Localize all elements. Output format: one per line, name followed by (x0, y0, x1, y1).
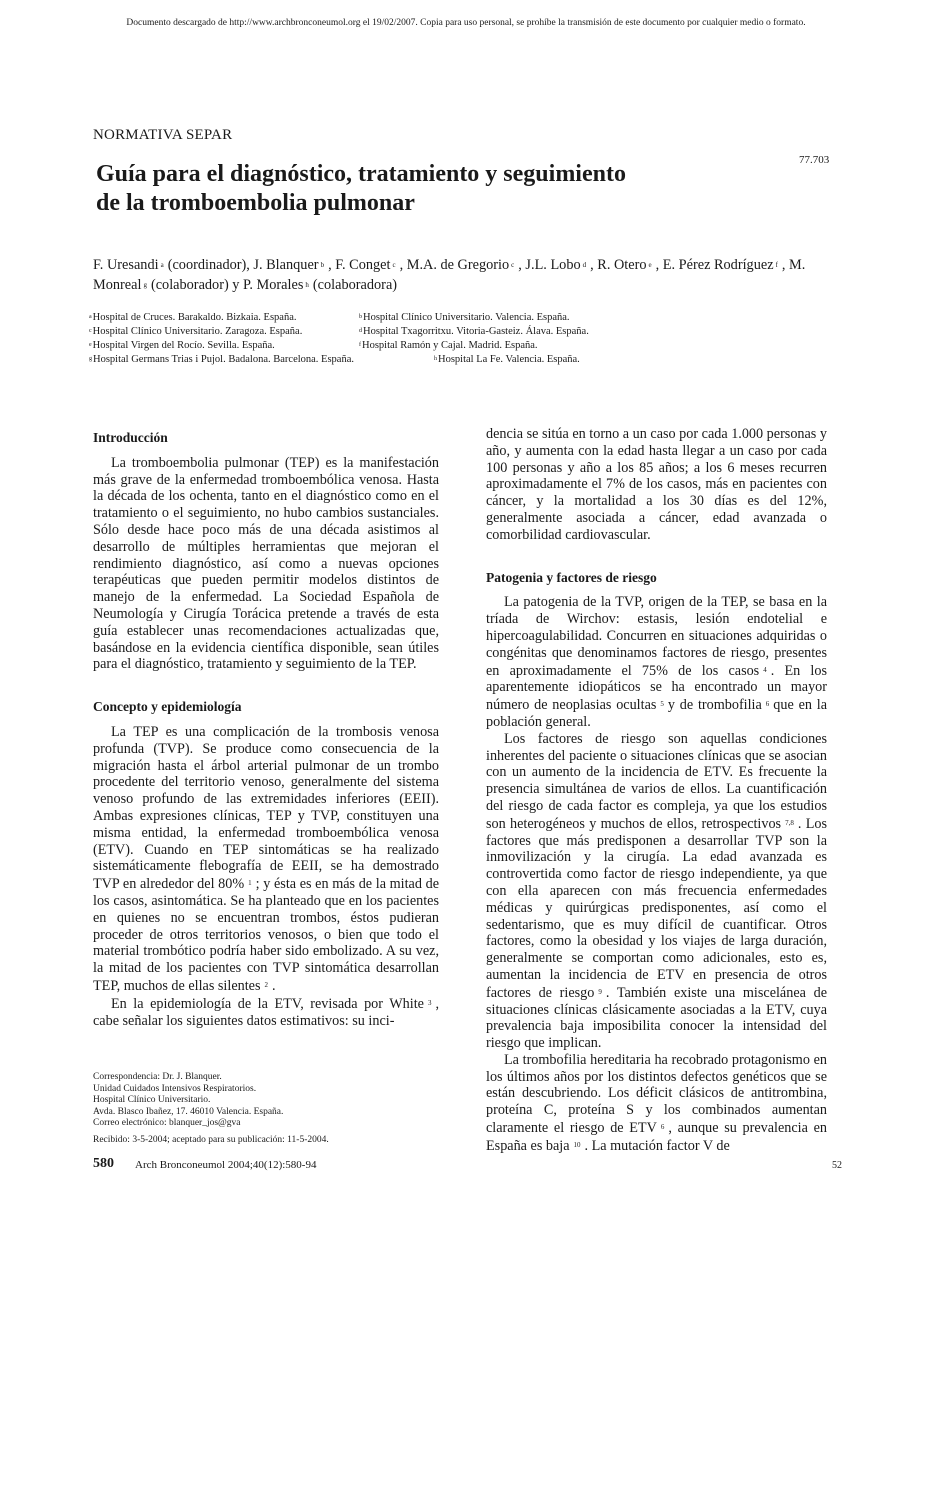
affiliation-row: $^e$Hospital Virgen del Rocío. Sevilla. España. $^f$Hospital Ramón y Cajal. Madrid. España. (89, 340, 538, 351)
affiliations (89, 310, 589, 366)
correspondence-line: Correspondencia: Dr. J. Blanquer. (93, 1072, 222, 1082)
received-dates: Recibido: 3-5-2004; aceptado para su publicación: 11-5-2004. (93, 1135, 329, 1145)
author-name: F. Uresandi (93, 257, 159, 273)
author-name: , F. Conget (328, 257, 391, 273)
citation-ref: 1 (248, 879, 252, 888)
article-title (96, 160, 736, 218)
section-label: NORMATIVA SEPAR (93, 127, 233, 143)
right-column (486, 426, 827, 1155)
affiliation-mark: d (582, 261, 587, 269)
page-number: 580 (93, 1156, 114, 1171)
author-name: (colaborador) y P. Morales (150, 277, 304, 293)
author-name: , R. Otero (590, 257, 647, 273)
author-role: (colaboradora) (312, 277, 398, 293)
journal-citation: Arch Bronconeumol 2004;40(12):580-94 (135, 1159, 317, 1171)
download-notice: Documento descargado de http://www.archbronconeumol.org el 19/02/2007. Copia para uso personal, se prohíbe la transmisión de este documento por cualquier medio o formato. (126, 18, 806, 28)
paragraph: dencia se sitúa en torno a un caso por cada 1.000 personas y año, y aumenta con la edad hasta llegar a un caso por cada 100 personas y año a los 85 años; a los 6 meses recurren aproximadamente el 7% de los casos, más en pacientes con cáncer, y la mortalidad a los 30 días es del 12%, generalmente asociada a cáncer, edad avanzada o comorbilidad cardiovascular. (486, 426, 827, 543)
paragraph: La trombofilia hereditaria ha recobrado protagonismo en los últimos años por los distintos defectos genéticos que se están descubriendo. Los déficit clásicos de antitrombina, proteína C, proteína S y los combinados aumentan claramente el riesgo de ETV $^6$ , aunque su prevalencia en España es baja $^{10}$ . La mutación factor V de (486, 1051, 827, 1154)
affiliation: Hospital Clínico Universitario. Valencia. España. (363, 312, 570, 323)
citation-ref: 10 (573, 1140, 581, 1149)
affiliation-mark: f (775, 261, 778, 269)
affiliation-row: $^g$Hospital Germans Trias i Pujol. Badalona. Barcelona. España. $^h$Hospital La Fe. Valencia. España. (89, 354, 580, 365)
citation-ref: 6 (660, 1123, 665, 1132)
affiliation-mark: a (160, 261, 164, 269)
citation-ref: 7,8 (785, 818, 794, 827)
correspondence-line: Hospital Clínico Universitario. (93, 1095, 211, 1105)
affiliation-row: $^a$Hospital de Cruces. Barakaldo. Bizkaia. España. $^b$Hospital Clínico Universitario. Valencia. España. (89, 312, 570, 323)
affiliation: Hospital Ramón y Cajal. Madrid. España. (362, 340, 538, 351)
paragraph: Los factores de riesgo son aquellas condiciones inherentes del paciente o situaciones clínicas que se asocian con un aumento de la incidencia de ETV. Es frecuente la presencia simultánea de varios de ellos. La cuantificación del riesgo de cada factor es compleja, ya que los estudios son heterogéneos y muchos de ellos, retrospectivos $^{7,8}$ . Los factores que más predisponen a desarrollar TVP son la inmovilización y la cirugía. La edad avanzada es controvertida como factor de riesgo independiente, ya que con ella aparecen con más frecuencia enfermedades médicas y quirúrgicas predisponentes, así como el sedentarismo, que es muy difícil de cuantificar. Otros factores, como la obesidad y los viajes de larga duración, generalmente se comportan como adicionales, esto es, aumentan la incidencia de ETV en presencia de otros factores de riesgo $^9$ . También existe una miscelánea de situaciones clínicas clásicamente asociadas a la ETV, cuya prevalencia baja imposibilita conocer la intensidad del riesgo que implican. (486, 730, 828, 1052)
author-name: , M.A. de Gregorio (399, 257, 510, 273)
affiliation: Hospital La Fe. Valencia. España. (438, 354, 580, 365)
paragraph: La tromboembolia pulmonar (TEP) es la manifestación más grave de la enfermedad tromboembólica venosa. Hasta la década de los ochenta, tanto en el diagnóstico como en el tratamiento o el seguimiento, no hubo cambios sustanciales. Sólo desde hace poco más de una década asistimos al desarrollo de múltiples herramientas que mejoran el rendimiento diagnóstico, así como a nuevas opciones terapéuticas que pueden permitir modelos distintos de manejo de la enfermedad. La Sociedad Española de Neumología y Cirugía Torácica pretende a través de esta guía establecer unas recomendaciones actualizadas que, basándose en la evidencia científica disponible, sean útiles para el diagnóstico, tratamiento y seguimiento de la TEP. (93, 454, 439, 673)
author-name: , M. Monreal (93, 257, 806, 293)
correspondence-block (93, 1072, 283, 1130)
affiliation: Hospital Virgen del Rocío. Sevilla. España. (92, 340, 275, 351)
paragraph: La TEP es una complicación de la trombosis venosa profunda (TVP). Se produce como consecuencia de la migración hasta el árbol arterial pulmonar de un trombo procedente del territorio venoso, generalmente del sistema venoso profundo de las extremidades inferiores (EEII). Ambas expresiones clínicas, TEP y TVP, constituyen una misma entidad, la enfermedad tromboembólica venosa (ETV). Cuando en TEP sintomáticas se ha realizado sistemáticamente flebografía de EEII, se ha demostrado TVP en alrededor del 80% $^1$ ; y ésta es en más de la mitad de los casos, asintomática. Se ha planteado que en los pacientes en quienes no se encuentran trombos, éstos pudieran proceder de otros territorios venosos, o bien que todo el material trombótico podría haber sido embolizado. A su vez, la mitad de los pacientes con TVP sintomática desarrollan TEP, muchos de ellas silentes $^2$ . (93, 723, 439, 994)
left-column (93, 426, 439, 1029)
affiliation-mark: c (392, 261, 396, 269)
section-heading-patogenia: Patogenia y factores de riesgo (486, 569, 657, 585)
affiliation-mark: g (143, 281, 147, 289)
correspondence-line: Unidad Cuidados Intensivos Respiratorios. (93, 1083, 257, 1094)
title-line-2: de la tromboembolia pulmonar (96, 190, 415, 216)
affiliation-mark: c (511, 261, 515, 269)
author-name: (coordinador), J. Blanquer (167, 257, 319, 273)
article-id: 77.703 (799, 154, 830, 166)
affiliation: Hospital Txagorritxu. Vitoria-Gasteiz. Álava. España. (363, 326, 589, 337)
affiliation: Hospital Clínico Universitario. Zaragoza. España. (92, 326, 303, 337)
paragraph: En la epidemiología de la ETV, revisada por White $^3$ , cabe señalar los siguientes datos estimativos: su inci- (93, 995, 439, 1029)
correspondence-email: Correo electrónico: blanquer_jos@gva (93, 1118, 241, 1128)
affiliation-mark: h (305, 281, 309, 289)
title-line-1: Guía para el diagnóstico, tratamiento y seguimiento (96, 161, 626, 187)
affiliation: Hospital de Cruces. Barakaldo. Bizkaia. España. (92, 312, 297, 323)
citation-ref: 3 (427, 998, 432, 1007)
citation-ref: 9 (598, 987, 602, 996)
author-name: , J.L. Lobo (518, 257, 581, 273)
citation-ref: 5 (660, 700, 664, 709)
affiliation-row: $^c$Hospital Clínico Universitario. Zaragoza. España. $^d$Hospital Txagorritxu. Vitoria-Gasteiz. Álava. España. (89, 326, 589, 337)
affiliation-mark: e (648, 261, 652, 269)
affiliation-mark: b (320, 261, 325, 269)
citation-ref: 4 (763, 665, 767, 674)
citation-ref: 6 (765, 700, 770, 709)
citation-ref: 2 (264, 980, 268, 989)
author-list (93, 255, 853, 295)
paragraph: La patogenia de la TVP, origen de la TEP, se basa en la tríada de Wirchov: estasis, lesión endotelial e hipercoagulabilidad. Concurren en situaciones adquiridas o congénitas que denominamos factores de riesgo, presentes en aproximadamente el 75% de los casos $^4$ . En los aparentemente idiopáticos se ha encontrado un mayor número de neoplasias ocultas $^5$ y de trombofilia $^6$ que en la población general. (486, 594, 827, 730)
page-number-right: 52 (832, 1160, 842, 1171)
author-name: , E. Pérez Rodríguez (655, 257, 774, 273)
section-heading-introduccion: Introducción (93, 430, 168, 445)
section-heading-epidemiologia: Concepto y epidemiología (93, 699, 242, 715)
correspondence-line: Avda. Blasco Ibañez, 17. 46010 Valencia. España. (93, 1106, 284, 1117)
affiliation: Hospital Germans Trias i Pujol. Badalona. Barcelona. España. (93, 354, 354, 365)
